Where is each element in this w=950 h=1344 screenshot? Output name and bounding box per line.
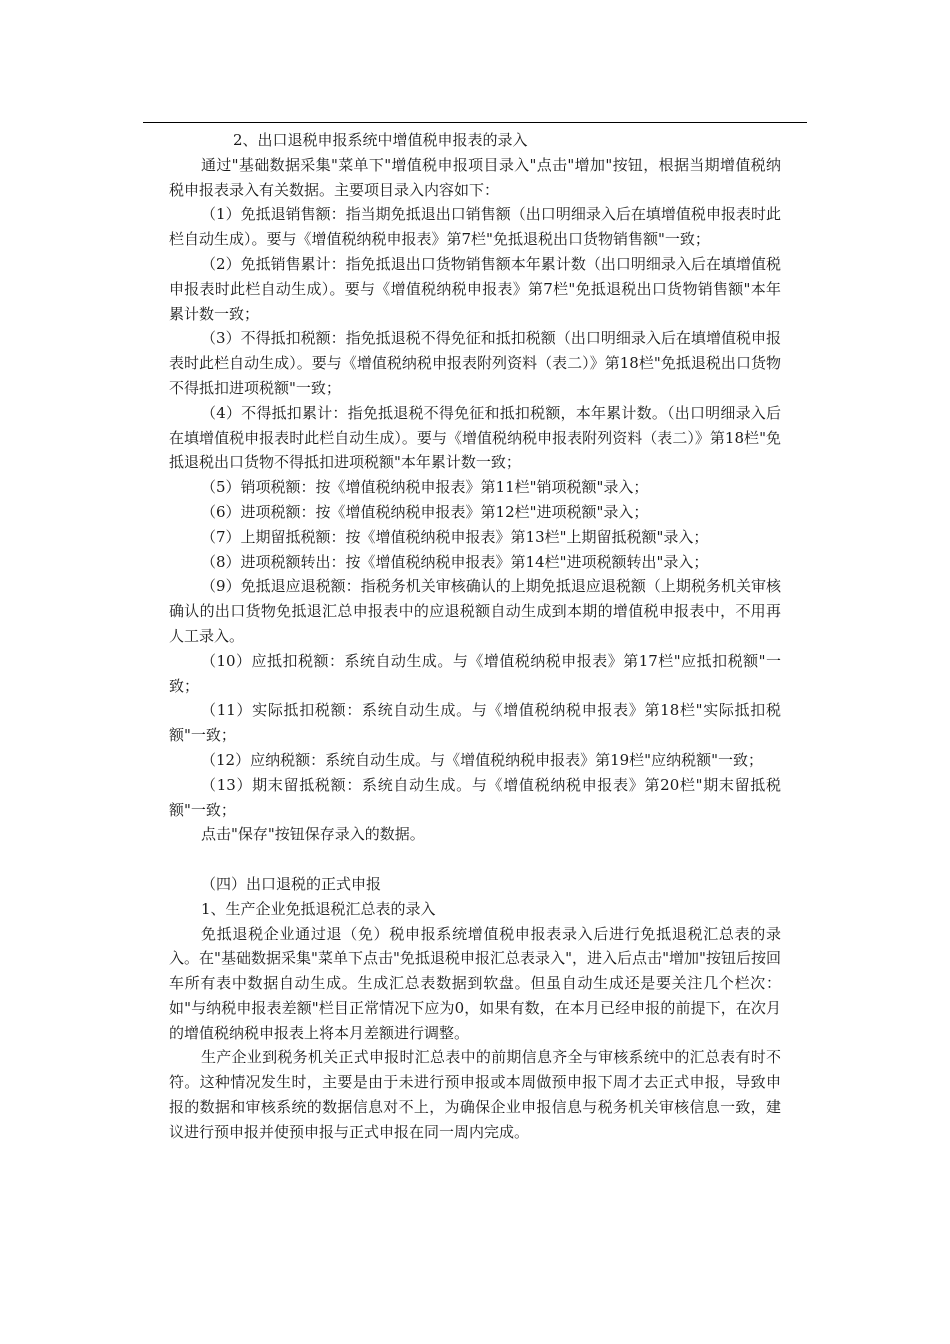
item-11: （11）实际抵扣税额：系统自动生成。与《增值税纳税申报表》第18栏"实际抵扣税额"一致；	[169, 701, 781, 745]
paragraph-intro: 通过"基础数据采集"菜单下"增值税申报项目录入"点击"增加"按钮，根据当期增值税纳税申报表录入有关数据。主要项目录入内容如下：	[169, 155, 781, 199]
paragraph-summary-entry: 免抵退税企业通过退（免）税申报系统增值税申报表录入后进行免抵退税汇总表的录入。在"基础数据采集"菜单下点击"免抵退税申报汇总表录入"，进入后点击"增加"按钮后按回车所有表中数据自动生成。生成汇总表数据到软盘。但虽自动生成还是要关注几个栏次：如"与纳税申报表差额"栏目正常情况下应为0，如果有数，在本月已经申报的前提下，在次月的增值税纳税申报表上将本月差额进行调整。	[169, 924, 781, 1042]
item-3: （3）不得抵扣税额：指免抵退税不得免征和抵扣税额（出口明细录入后在填增值税申报表时此栏自动生成）。要与《增值税纳税申报表附列资料（表二）》第18栏"免抵退税出口货物不得抵扣进项税额"一致；	[169, 329, 781, 397]
section-heading: 2、出口退税申报系统中增值税申报表的录入	[233, 131, 528, 149]
item-6: （6）进项税额：按《增值税纳税申报表》第12栏"进项税额"录入；	[201, 502, 649, 521]
paragraph-formal-filing: 生产企业到税务机关正式申报时汇总表中的前期信息齐全与审核系统中的汇总表有时不符。这种情况发生时，主要是由于未进行预申报或本周做预申报下周才去正式申报，导致申报的数据和审核系统的数据信息对不上，为确保企业申报信息与税务机关审核信息一致，建议进行预申报并使预申报与正式申报在同一周内完成。	[169, 1048, 781, 1141]
item-8: （8）进项税额转出：按《增值税纳税申报表》第14栏"进项税额转出"录入；	[201, 552, 709, 571]
item-12: （12）应纳税额：系统自动生成。与《增值税纳税申报表》第19栏"应纳税额"一致；	[201, 750, 763, 769]
subsection-heading-1: 1、生产企业免抵退税汇总表的录入	[201, 899, 436, 918]
item-9: （9）免抵退应退税额：指税务机关审核确认的上期免抵退应退税额（上期税务机关审核确认的出口货物免抵退汇总申报表中的应退税额自动生成到本期的增值税申报表中，不用再人工录入。	[169, 577, 781, 645]
item-1: （1）免抵退销售额：指当期免抵退出口销售额（出口明细录入后在填增值税申报表时此栏自动生成）。要与《增值税纳税申报表》第7栏"免抵退税出口货物销售额"一致；	[169, 205, 781, 249]
document-body	[169, 128, 781, 1145]
item-7: （7）上期留抵税额：按《增值税纳税申报表》第13栏"上期留抵税额"录入；	[201, 527, 709, 546]
blank-line	[169, 847, 781, 872]
item-2: （2）免抵销售累计：指免抵退出口货物销售额本年累计数（出口明细录入后在填增值税申报表时此栏自动生成）。要与《增值税纳税申报表》第7栏"免抵退税出口货物销售额"本年累计数一致；	[169, 254, 781, 323]
item-10: （10）应抵扣税额：系统自动生成。与《增值税纳税申报表》第17栏"应抵扣税额"一致；	[169, 651, 781, 695]
section-heading-4: （四）出口退税的正式申报	[201, 874, 382, 893]
item-13: （13）期末留抵税额：系统自动生成。与《增值税纳税申报表》第20栏"期末留抵税额"一致；	[169, 775, 781, 819]
header-rule	[143, 122, 807, 123]
paragraph-save: 点击"保存"按钮保存录入的数据。	[201, 825, 425, 844]
item-5: （5）销项税额：按《增值税纳税申报表》第11栏"销项税额"录入；	[201, 478, 649, 497]
item-4: （4）不得抵扣累计：指免抵退税不得免征和抵扣税额，本年累计数。（出口明细录入后在填增值税申报表时此栏自动生成）。要与《增值税纳税申报表附列资料（表二）》第18栏"免抵退税出口货物不得抵扣进项税额"本年累计数一致；	[169, 403, 781, 472]
